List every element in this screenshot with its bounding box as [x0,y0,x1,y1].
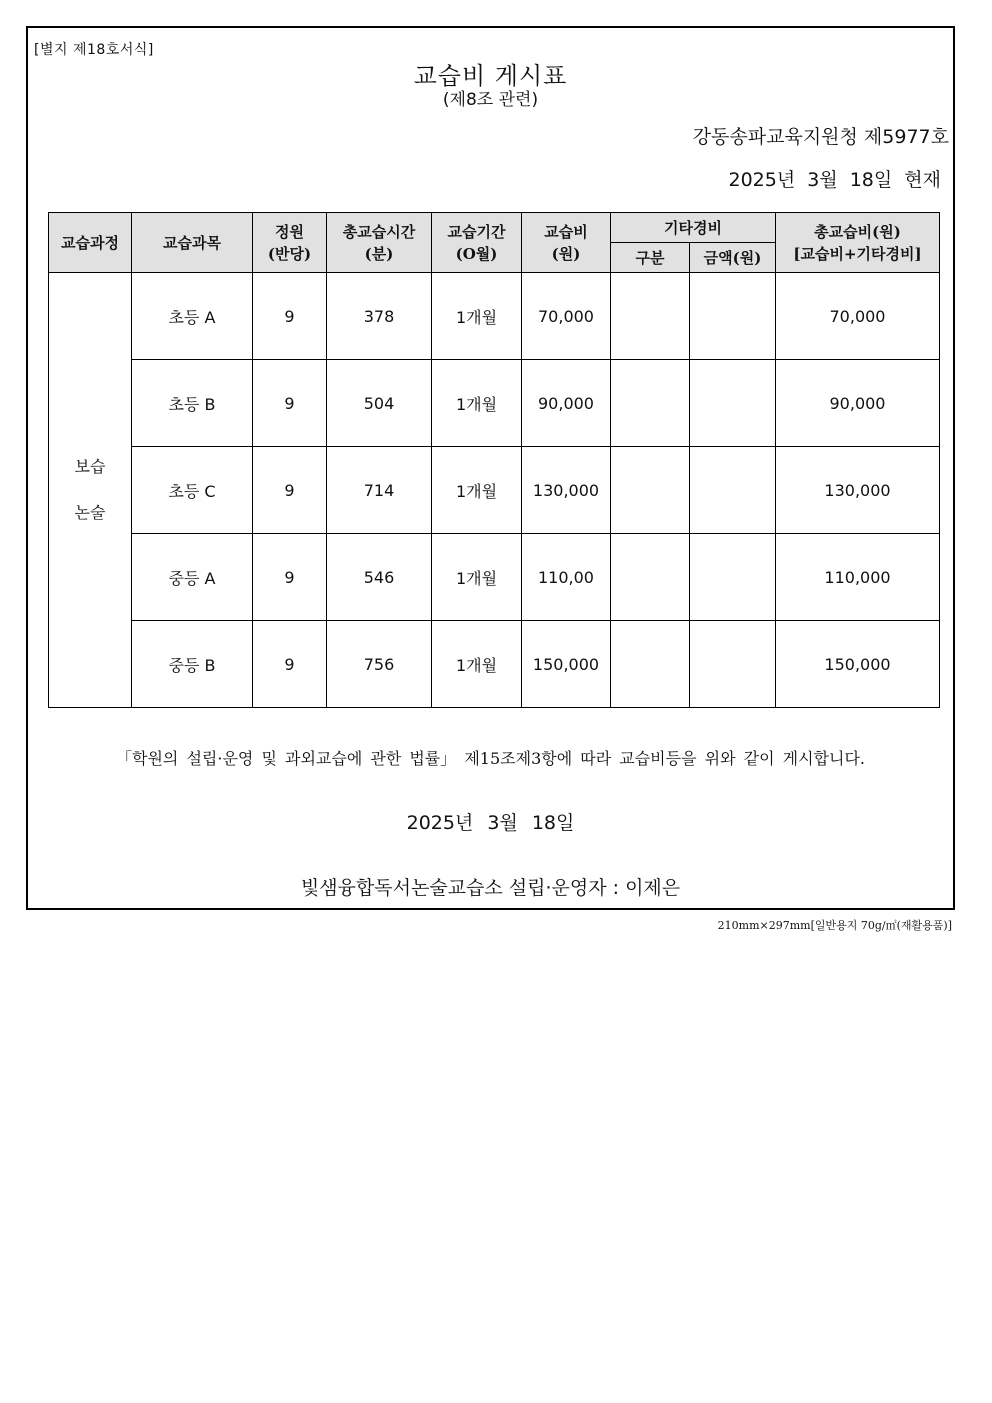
total-cell: 70,000 [776,273,940,360]
total-cell: 110,000 [776,534,940,621]
header-period: 교습기간 (O월) [432,213,522,273]
form-number: [별지 제18호서식] [34,42,154,58]
table-row [49,621,940,708]
registration-number: 강동송파교육지원청 제5977호 [692,126,949,148]
course-cell: 보습 논술 [49,273,132,708]
other-category-cell [611,534,690,621]
period-cell: 1개월 [432,360,522,447]
fee-cell: 110,00 [522,534,611,621]
capacity-cell: 9 [253,273,327,360]
subject-cell: 초등 C [132,447,253,534]
other-category-cell [611,273,690,360]
total-cell: 150,000 [776,621,940,708]
header-course: 교습과정 [49,213,132,273]
minutes-cell: 378 [327,273,432,360]
table-row [49,534,940,621]
minutes-cell: 756 [327,621,432,708]
signed-date: 2025년 3월 18일 [406,812,575,834]
total-cell: 90,000 [776,360,940,447]
other-amount-cell [690,447,776,534]
header-other-amount: 금액(원) [690,243,776,273]
fee-cell: 150,000 [522,621,611,708]
minutes-cell: 504 [327,360,432,447]
other-category-cell [611,621,690,708]
legal-notice: 「학원의 설립·운영 및 과외교습에 관한 법률」 제15조제3항에 따라 교습비등을 위와 같이 게시합니다. [116,749,865,768]
capacity-cell: 9 [253,621,327,708]
fee-table [48,212,940,708]
other-category-cell [611,447,690,534]
fee-cell: 130,000 [522,447,611,534]
capacity-cell: 9 [253,447,327,534]
table-row [49,273,940,360]
period-cell: 1개월 [432,534,522,621]
minutes-cell: 546 [327,534,432,621]
document-title: 교습비 게시표 [413,62,568,90]
total-cell: 130,000 [776,447,940,534]
subject-cell: 중등 A [132,534,253,621]
period-cell: 1개월 [432,273,522,360]
minutes-cell: 714 [327,447,432,534]
fee-cell: 70,000 [522,273,611,360]
header-other-expenses: 기타경비 [611,213,776,243]
header-fee: 교습비 (원) [522,213,611,273]
paper-spec: 210mm×297mm[일반용지 70g/㎡(재활용품)] [717,919,952,932]
fee-cell: 90,000 [522,360,611,447]
capacity-cell: 9 [253,534,327,621]
header-subject: 교습과목 [132,213,253,273]
as-of-date: 2025년 3월 18일 현재 [728,169,941,191]
form-frame [26,26,955,910]
table-row [49,360,940,447]
subject-cell: 초등 B [132,360,253,447]
subject-cell: 초등 A [132,273,253,360]
subject-cell: 중등 B [132,621,253,708]
other-amount-cell [690,621,776,708]
other-amount-cell [690,360,776,447]
header-total-fee: 총교습비(원) [교습비+기타경비] [776,213,940,273]
other-category-cell [611,360,690,447]
capacity-cell: 9 [253,360,327,447]
other-amount-cell [690,273,776,360]
header-other-category: 구분 [611,243,690,273]
header-capacity: 정원 (반당) [253,213,327,273]
operator-signature: 빛샘융합독서논술교습소 설립·운영자 : 이제은 [300,877,681,899]
period-cell: 1개월 [432,621,522,708]
other-amount-cell [690,534,776,621]
period-cell: 1개월 [432,447,522,534]
document-subtitle: (제8조 관련) [442,90,539,110]
table-row [49,447,940,534]
header-total-hours: 총교습시간 (분) [327,213,432,273]
